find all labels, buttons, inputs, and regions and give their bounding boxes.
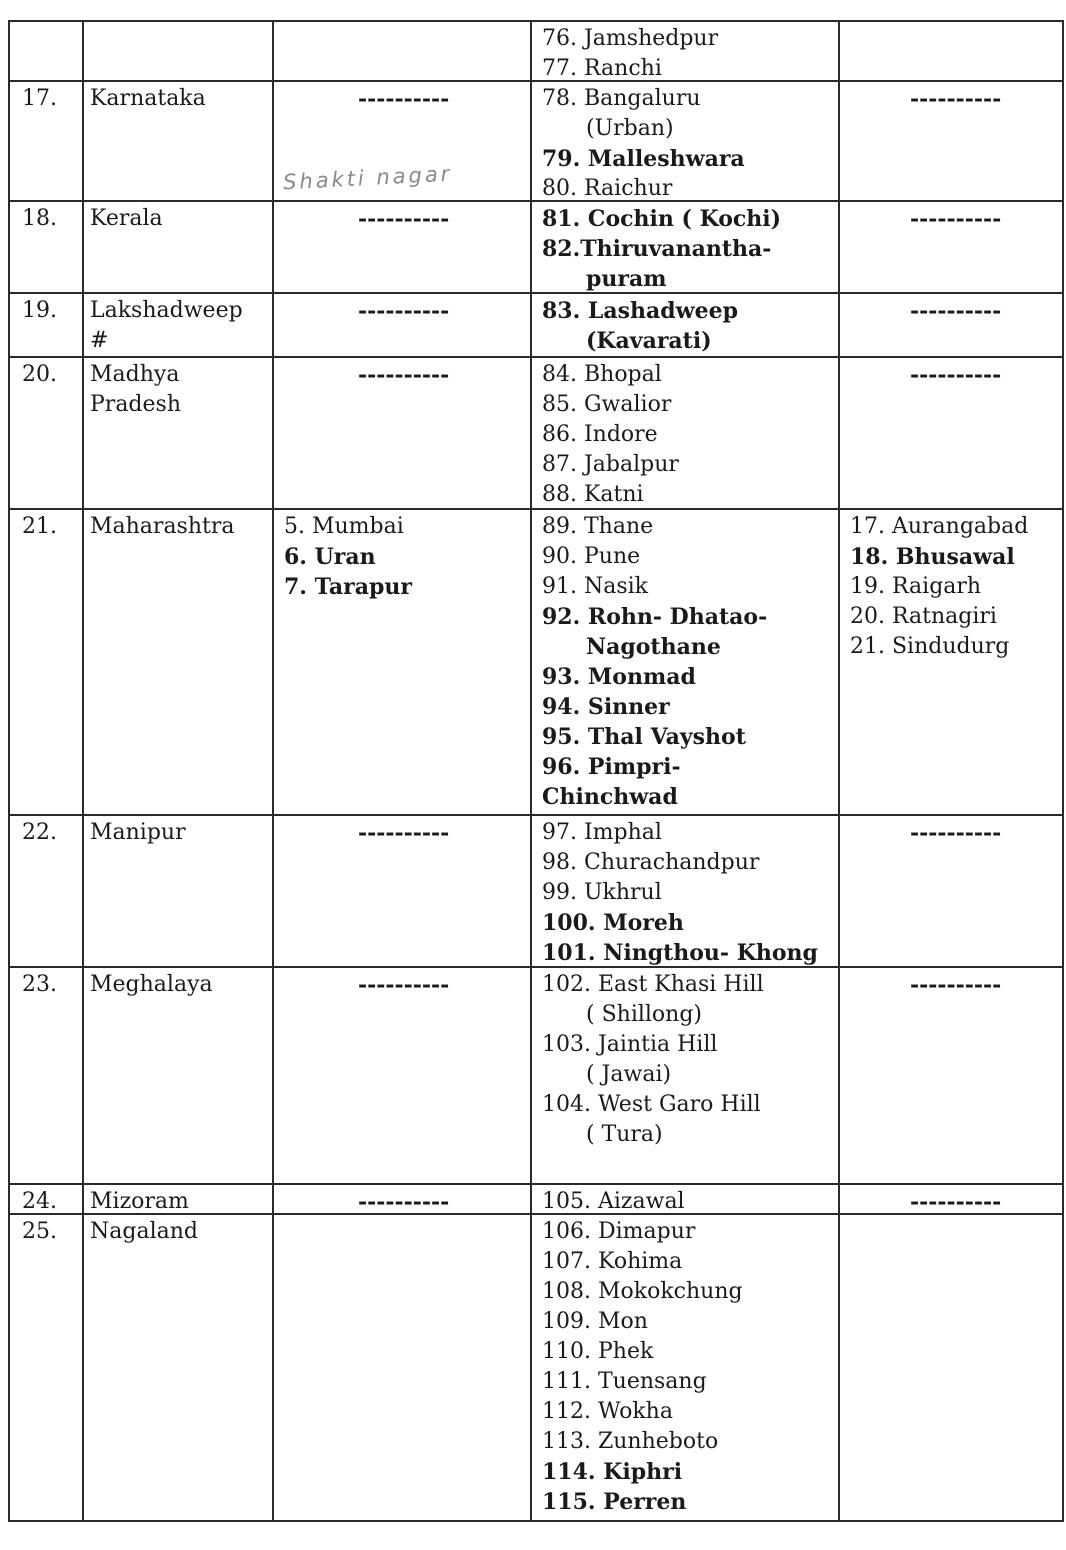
dash-placeholder: ---------- xyxy=(910,820,1002,846)
cell-line: 106. Dimapur xyxy=(542,1219,696,1244)
dash-placeholder: ---------- xyxy=(358,820,450,846)
column-rule xyxy=(272,20,274,1522)
column-3-entries xyxy=(358,296,449,326)
cell-line: 102. East Khasi Hill xyxy=(542,972,764,997)
cell-line: 90. Pune xyxy=(542,544,641,569)
row-rule xyxy=(8,814,1062,816)
cell-line: 20. Ratnagiri xyxy=(850,604,997,629)
column-rule xyxy=(8,20,10,1522)
cell-line: 18. Bhusawal xyxy=(850,544,1015,570)
state-name xyxy=(90,1217,198,1247)
cell-line: 17. Aurangabad xyxy=(850,514,1029,539)
column-5-entries xyxy=(910,204,1001,234)
dash-placeholder: ---------- xyxy=(358,972,450,998)
cell-line: 111. Tuensang xyxy=(542,1369,707,1394)
cell-line: 83. Lashadweep xyxy=(542,298,738,324)
cell-line: 19. Raigarh xyxy=(850,574,982,599)
district-list xyxy=(542,204,781,294)
cell-line: 97. Imphal xyxy=(542,820,662,845)
state-name-line: Pradesh xyxy=(90,392,181,417)
cell-line: 5. Mumbai xyxy=(284,514,404,539)
state-name xyxy=(90,84,206,114)
column-5-entries xyxy=(910,1187,1001,1217)
column-3-entries xyxy=(358,84,449,114)
column-5-entries xyxy=(910,970,1001,1000)
cell-line: 104. West Garo Hill xyxy=(542,1092,761,1117)
cell-line: 94. Sinner xyxy=(542,694,670,720)
state-name-line: Lakshadweep xyxy=(90,298,243,323)
column-rule xyxy=(1062,20,1064,1522)
state-name-line: # xyxy=(90,328,109,353)
state-name xyxy=(90,970,213,1000)
cell-line: 76. Jamshedpur xyxy=(542,26,719,51)
cell-line: 91. Nasik xyxy=(542,574,649,599)
dash-placeholder: ---------- xyxy=(910,1189,1002,1215)
column-3-entries xyxy=(358,204,449,234)
cell-line: Chinchwad xyxy=(542,784,678,810)
cell-line: 115. Perren xyxy=(542,1489,687,1515)
serial-number: 18. xyxy=(22,206,57,231)
state-name-line: Maharashtra xyxy=(90,514,235,539)
cell-line: 101. Ningthou- Khong xyxy=(542,940,818,966)
column-5-entries xyxy=(910,818,1001,848)
cell-line: 79. Malleshwara xyxy=(542,146,745,172)
cell-line: 77. Ranchi xyxy=(542,56,662,81)
district-list xyxy=(542,512,767,812)
state-name xyxy=(90,818,186,848)
cell-line: 84. Bhopal xyxy=(542,362,662,387)
cell-line: (Kavarati) xyxy=(586,328,712,354)
column-rule xyxy=(82,20,84,1522)
district-list xyxy=(542,24,718,84)
cell-line: puram xyxy=(586,266,667,292)
state-name-line: Mizoram xyxy=(90,1189,189,1214)
column-5-entries xyxy=(910,360,1001,390)
dash-placeholder: ---------- xyxy=(358,206,450,232)
serial-number: 21. xyxy=(22,514,57,539)
cell-line: 21. Sindudurg xyxy=(850,634,1010,659)
cell-line: 7. Tarapur xyxy=(284,574,412,600)
district-list xyxy=(542,1187,685,1217)
state-name-line: Madhya xyxy=(90,362,180,387)
district-list xyxy=(542,360,679,510)
cell-line: 89. Thane xyxy=(542,514,654,539)
cell-line: ( Jawai) xyxy=(586,1062,672,1087)
cell-line: 98. Churachandpur xyxy=(542,850,760,875)
cell-line: 96. Pimpri- xyxy=(542,754,681,780)
serial-number: 19. xyxy=(22,298,57,323)
column-5-entries xyxy=(910,84,1001,114)
column-3-entries xyxy=(358,818,449,848)
state-name-line: Kerala xyxy=(90,206,163,231)
column-3-entries xyxy=(358,360,449,390)
cell-line: 88. Katni xyxy=(542,482,644,507)
cell-line: 6. Uran xyxy=(284,544,376,570)
cell-line: (Urban) xyxy=(586,116,674,141)
cell-line: Nagothane xyxy=(586,634,721,660)
cell-line: 107. Kohima xyxy=(542,1249,683,1274)
column-5-entries xyxy=(850,512,1028,662)
cell-line: 86. Indore xyxy=(542,422,658,447)
serial-number: 23. xyxy=(22,972,57,997)
state-name xyxy=(90,296,243,356)
serial-number: 25. xyxy=(22,1219,57,1244)
district-list xyxy=(542,970,764,1150)
row-rule xyxy=(8,292,1062,294)
district-list xyxy=(542,818,818,968)
handwritten-note: Shakti nagar xyxy=(282,161,453,195)
cell-line: 99. Ukhrul xyxy=(542,880,662,905)
cell-line: 80. Raichur xyxy=(542,176,673,201)
row-rule xyxy=(8,966,1062,968)
column-3-entries xyxy=(358,1187,449,1217)
cell-line: 105. Aizawal xyxy=(542,1189,685,1214)
row-rule xyxy=(8,1520,1062,1522)
cell-line: 93. Monmad xyxy=(542,664,696,690)
dash-placeholder: ---------- xyxy=(358,1189,450,1215)
cell-line: 100. Moreh xyxy=(542,910,684,936)
cell-line: ( Shillong) xyxy=(586,1002,703,1027)
dash-placeholder: ---------- xyxy=(910,86,1002,112)
column-rule xyxy=(530,20,532,1522)
row-rule xyxy=(8,200,1062,202)
column-5-entries xyxy=(910,296,1001,326)
cell-line: 110. Phek xyxy=(542,1339,654,1364)
state-name-line: Karnataka xyxy=(90,86,206,111)
cell-line: ( Tura) xyxy=(586,1122,663,1147)
district-list xyxy=(542,1217,743,1517)
state-name-line: Meghalaya xyxy=(90,972,213,997)
row-rule xyxy=(8,20,1062,22)
cell-line: 114. Kiphri xyxy=(542,1459,683,1485)
state-name xyxy=(90,1187,189,1217)
state-name-line: Nagaland xyxy=(90,1219,198,1244)
row-rule xyxy=(8,1183,1062,1185)
dash-placeholder: ---------- xyxy=(910,206,1002,232)
dash-placeholder: ---------- xyxy=(910,298,1002,324)
cell-line: 78. Bangaluru xyxy=(542,86,701,111)
cell-line: 103. Jaintia Hill xyxy=(542,1032,718,1057)
column-3-entries xyxy=(284,512,412,602)
dash-placeholder: ---------- xyxy=(358,86,450,112)
serial-number: 17. xyxy=(22,86,57,111)
serial-number: 22. xyxy=(22,820,57,845)
cell-line: 109. Mon xyxy=(542,1309,648,1334)
cell-line: 95. Thal Vayshot xyxy=(542,724,746,750)
dash-placeholder: ---------- xyxy=(910,972,1002,998)
district-list xyxy=(542,296,738,356)
row-rule xyxy=(8,508,1062,510)
serial-number: 20. xyxy=(22,362,57,387)
dash-placeholder: ---------- xyxy=(910,362,1002,388)
cell-line: 85. Gwalior xyxy=(542,392,672,417)
row-rule xyxy=(8,356,1062,358)
state-name-line: Manipur xyxy=(90,820,186,845)
row-rule xyxy=(8,80,1062,82)
cell-line: 108. Mokokchung xyxy=(542,1279,743,1304)
cell-line: 81. Cochin ( Kochi) xyxy=(542,206,782,232)
cell-line: 92. Rohn- Dhatao- xyxy=(542,604,768,630)
dash-placeholder: ---------- xyxy=(358,298,450,324)
column-rule xyxy=(838,20,840,1522)
dash-placeholder: ---------- xyxy=(358,362,450,388)
serial-number: 24. xyxy=(22,1189,57,1214)
state-name xyxy=(90,204,163,234)
district-list xyxy=(542,84,745,204)
column-3-entries xyxy=(358,970,449,1000)
cell-line: 82.Thiruvanantha- xyxy=(542,236,772,262)
cell-line: 112. Wokha xyxy=(542,1399,673,1424)
cell-line: 113. Zunheboto xyxy=(542,1429,719,1454)
cell-line: 87. Jabalpur xyxy=(542,452,679,477)
state-name xyxy=(90,512,235,542)
state-name xyxy=(90,360,181,420)
